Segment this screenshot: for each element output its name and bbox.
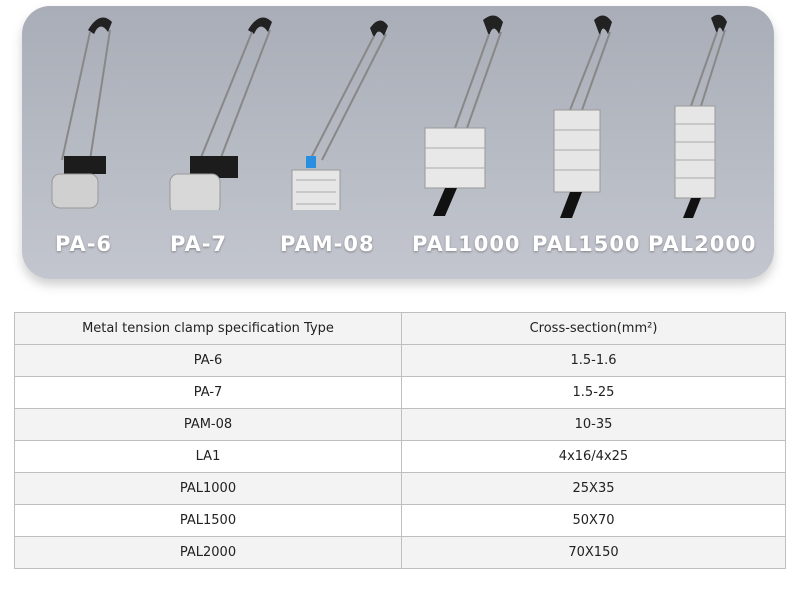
table-cell-type: PA-7 [15, 377, 402, 409]
table-cell-cross-section: 70X150 [402, 537, 786, 569]
table-cell-type: PAM-08 [15, 409, 402, 441]
table-cell-cross-section: 25X35 [402, 473, 786, 505]
table-cell-type: PAL2000 [15, 537, 402, 569]
product-label-pam-08: PAM-08 [280, 232, 375, 256]
table-row [15, 537, 786, 569]
product-label-pal2000: PAL2000 [648, 232, 757, 256]
product-label-pa-6: PA-6 [55, 232, 113, 256]
table-cell-type: PAL1000 [15, 473, 402, 505]
table-cell-cross-section: 1.5-25 [402, 377, 786, 409]
table-header-cross-section: Cross-section(mm²) [402, 313, 786, 345]
table-cell-type: PAL1500 [15, 505, 402, 537]
product-label-pa-7: PA-7 [170, 232, 228, 256]
product-label-pal1000: PAL1000 [412, 232, 521, 256]
spec-table [14, 312, 786, 569]
pal1000-clamp-image [405, 10, 515, 220]
table-row [15, 409, 786, 441]
table-row [15, 377, 786, 409]
pam-08-clamp-image [282, 10, 392, 210]
table-cell-type: LA1 [15, 441, 402, 473]
table-cell-cross-section: 4x16/4x25 [402, 441, 786, 473]
table-header-row [15, 313, 786, 345]
table-header-type: Metal tension clamp specification Type [15, 313, 402, 345]
table-row [15, 441, 786, 473]
table-row [15, 345, 786, 377]
table-row [15, 505, 786, 537]
pal1500-clamp-image [530, 10, 630, 220]
pa-6-clamp-image [40, 10, 160, 210]
table-cell-cross-section: 10-35 [402, 409, 786, 441]
table-cell-cross-section: 50X70 [402, 505, 786, 537]
product-label-pal1500: PAL1500 [532, 232, 641, 256]
table-cell-cross-section: 1.5-1.6 [402, 345, 786, 377]
pal2000-clamp-image [655, 10, 745, 220]
table-cell-type: PA-6 [15, 345, 402, 377]
table-row [15, 473, 786, 505]
pa-7-clamp-image [160, 10, 280, 210]
